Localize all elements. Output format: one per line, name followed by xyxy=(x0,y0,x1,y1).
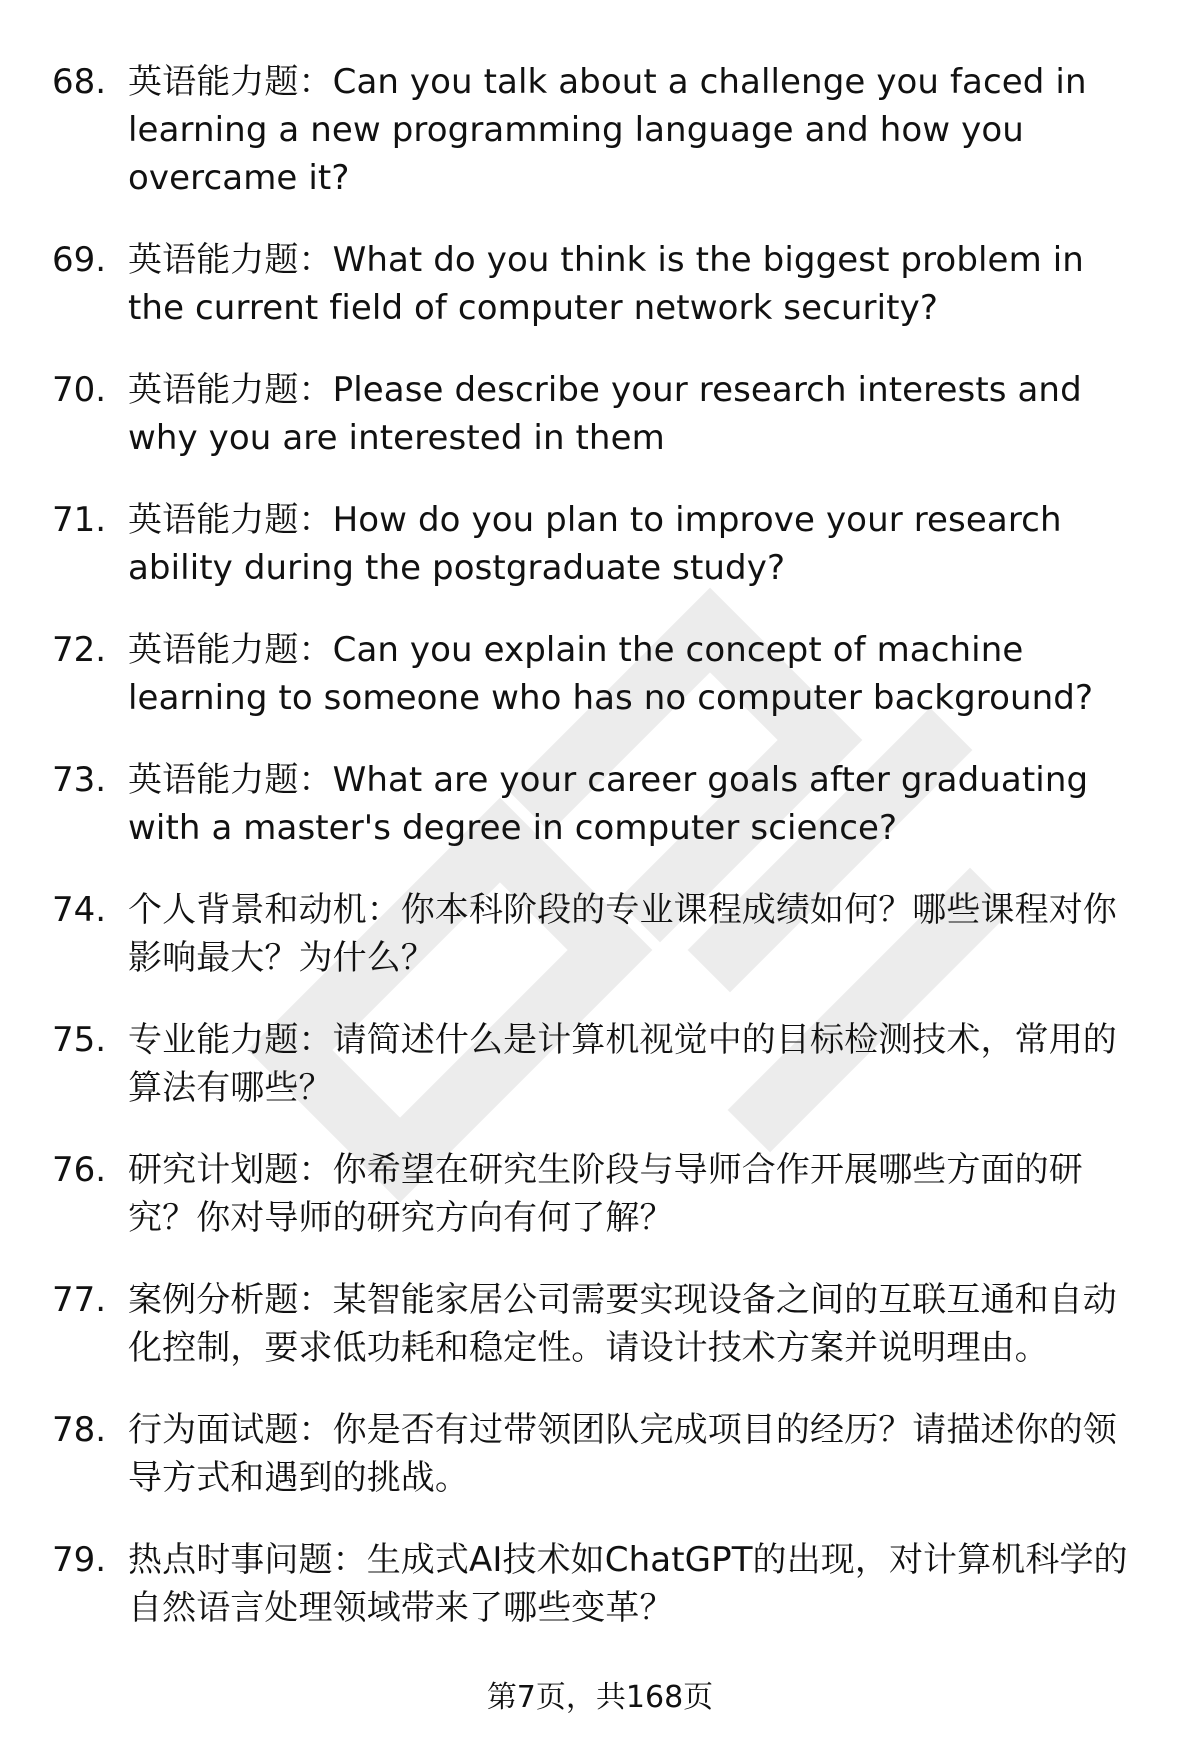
question-number: 69. xyxy=(52,240,107,280)
question-text: 个人背景和动机：你本科阶段的专业课程成绩如何？哪些课程对你影响最大？为什么？ xyxy=(128,890,1117,978)
question-number: 79. xyxy=(52,1540,107,1580)
question-item xyxy=(0,626,1200,722)
question-item xyxy=(0,1016,1200,1112)
question-item xyxy=(0,366,1200,462)
question-number: 76. xyxy=(52,1150,107,1190)
question-text: 热点时事问题：生成式AI技术如ChatGPT的出现，对计算机科学的自然语言处理领域带来了哪些变革？ xyxy=(128,1540,1128,1628)
question-number: 75. xyxy=(52,1020,107,1060)
question-text: 行为面试题：你是否有过带领团队完成项目的经历？请描述你的领导方式和遇到的挑战。 xyxy=(128,1410,1117,1498)
question-text: 英语能力题：Can you talk about a challenge you faced in learning a new programming language and how you overcame it? xyxy=(128,62,1087,198)
question-number: 71. xyxy=(52,500,107,540)
question-text: 案例分析题：某智能家居公司需要实现设备之间的互联互通和自动化控制，要求低功耗和稳定性。请设计技术方案并说明理由。 xyxy=(128,1280,1117,1368)
question-number: 73. xyxy=(52,760,107,800)
question-list xyxy=(0,58,1200,1666)
question-item xyxy=(0,496,1200,592)
question-text: 专业能力题：请简述什么是计算机视觉中的目标检测技术，常用的算法有哪些？ xyxy=(128,1020,1117,1108)
question-number: 70. xyxy=(52,370,107,410)
question-number: 77. xyxy=(52,1280,107,1320)
question-item xyxy=(0,236,1200,332)
question-number: 68. xyxy=(52,62,107,102)
question-text: 英语能力题：How do you plan to improve your research ability during the postgraduate study? xyxy=(128,500,1062,588)
question-item xyxy=(0,58,1200,202)
question-text: 英语能力题：Please describe your research interests and why you are interested in them xyxy=(128,370,1082,458)
page-footer: 第7页，共168页 xyxy=(486,1680,714,1715)
question-text: 英语能力题：What do you think is the biggest problem in the current field of computer network security? xyxy=(128,240,1084,328)
question-text: 英语能力题：Can you explain the concept of machine learning to someone who has no computer background? xyxy=(128,630,1094,718)
question-text: 英语能力题：What are your career goals after graduating with a master's degree in computer science? xyxy=(128,760,1089,848)
question-text: 研究计划题：你希望在研究生阶段与导师合作开展哪些方面的研究？你对导师的研究方向有何了解？ xyxy=(128,1150,1083,1238)
question-item xyxy=(0,1146,1200,1242)
question-number: 78. xyxy=(52,1410,107,1450)
question-item xyxy=(0,1406,1200,1502)
question-number: 74. xyxy=(52,890,107,930)
question-item xyxy=(0,886,1200,982)
question-number: 72. xyxy=(52,630,107,670)
question-item xyxy=(0,1536,1200,1632)
question-item xyxy=(0,1276,1200,1372)
question-item xyxy=(0,756,1200,852)
